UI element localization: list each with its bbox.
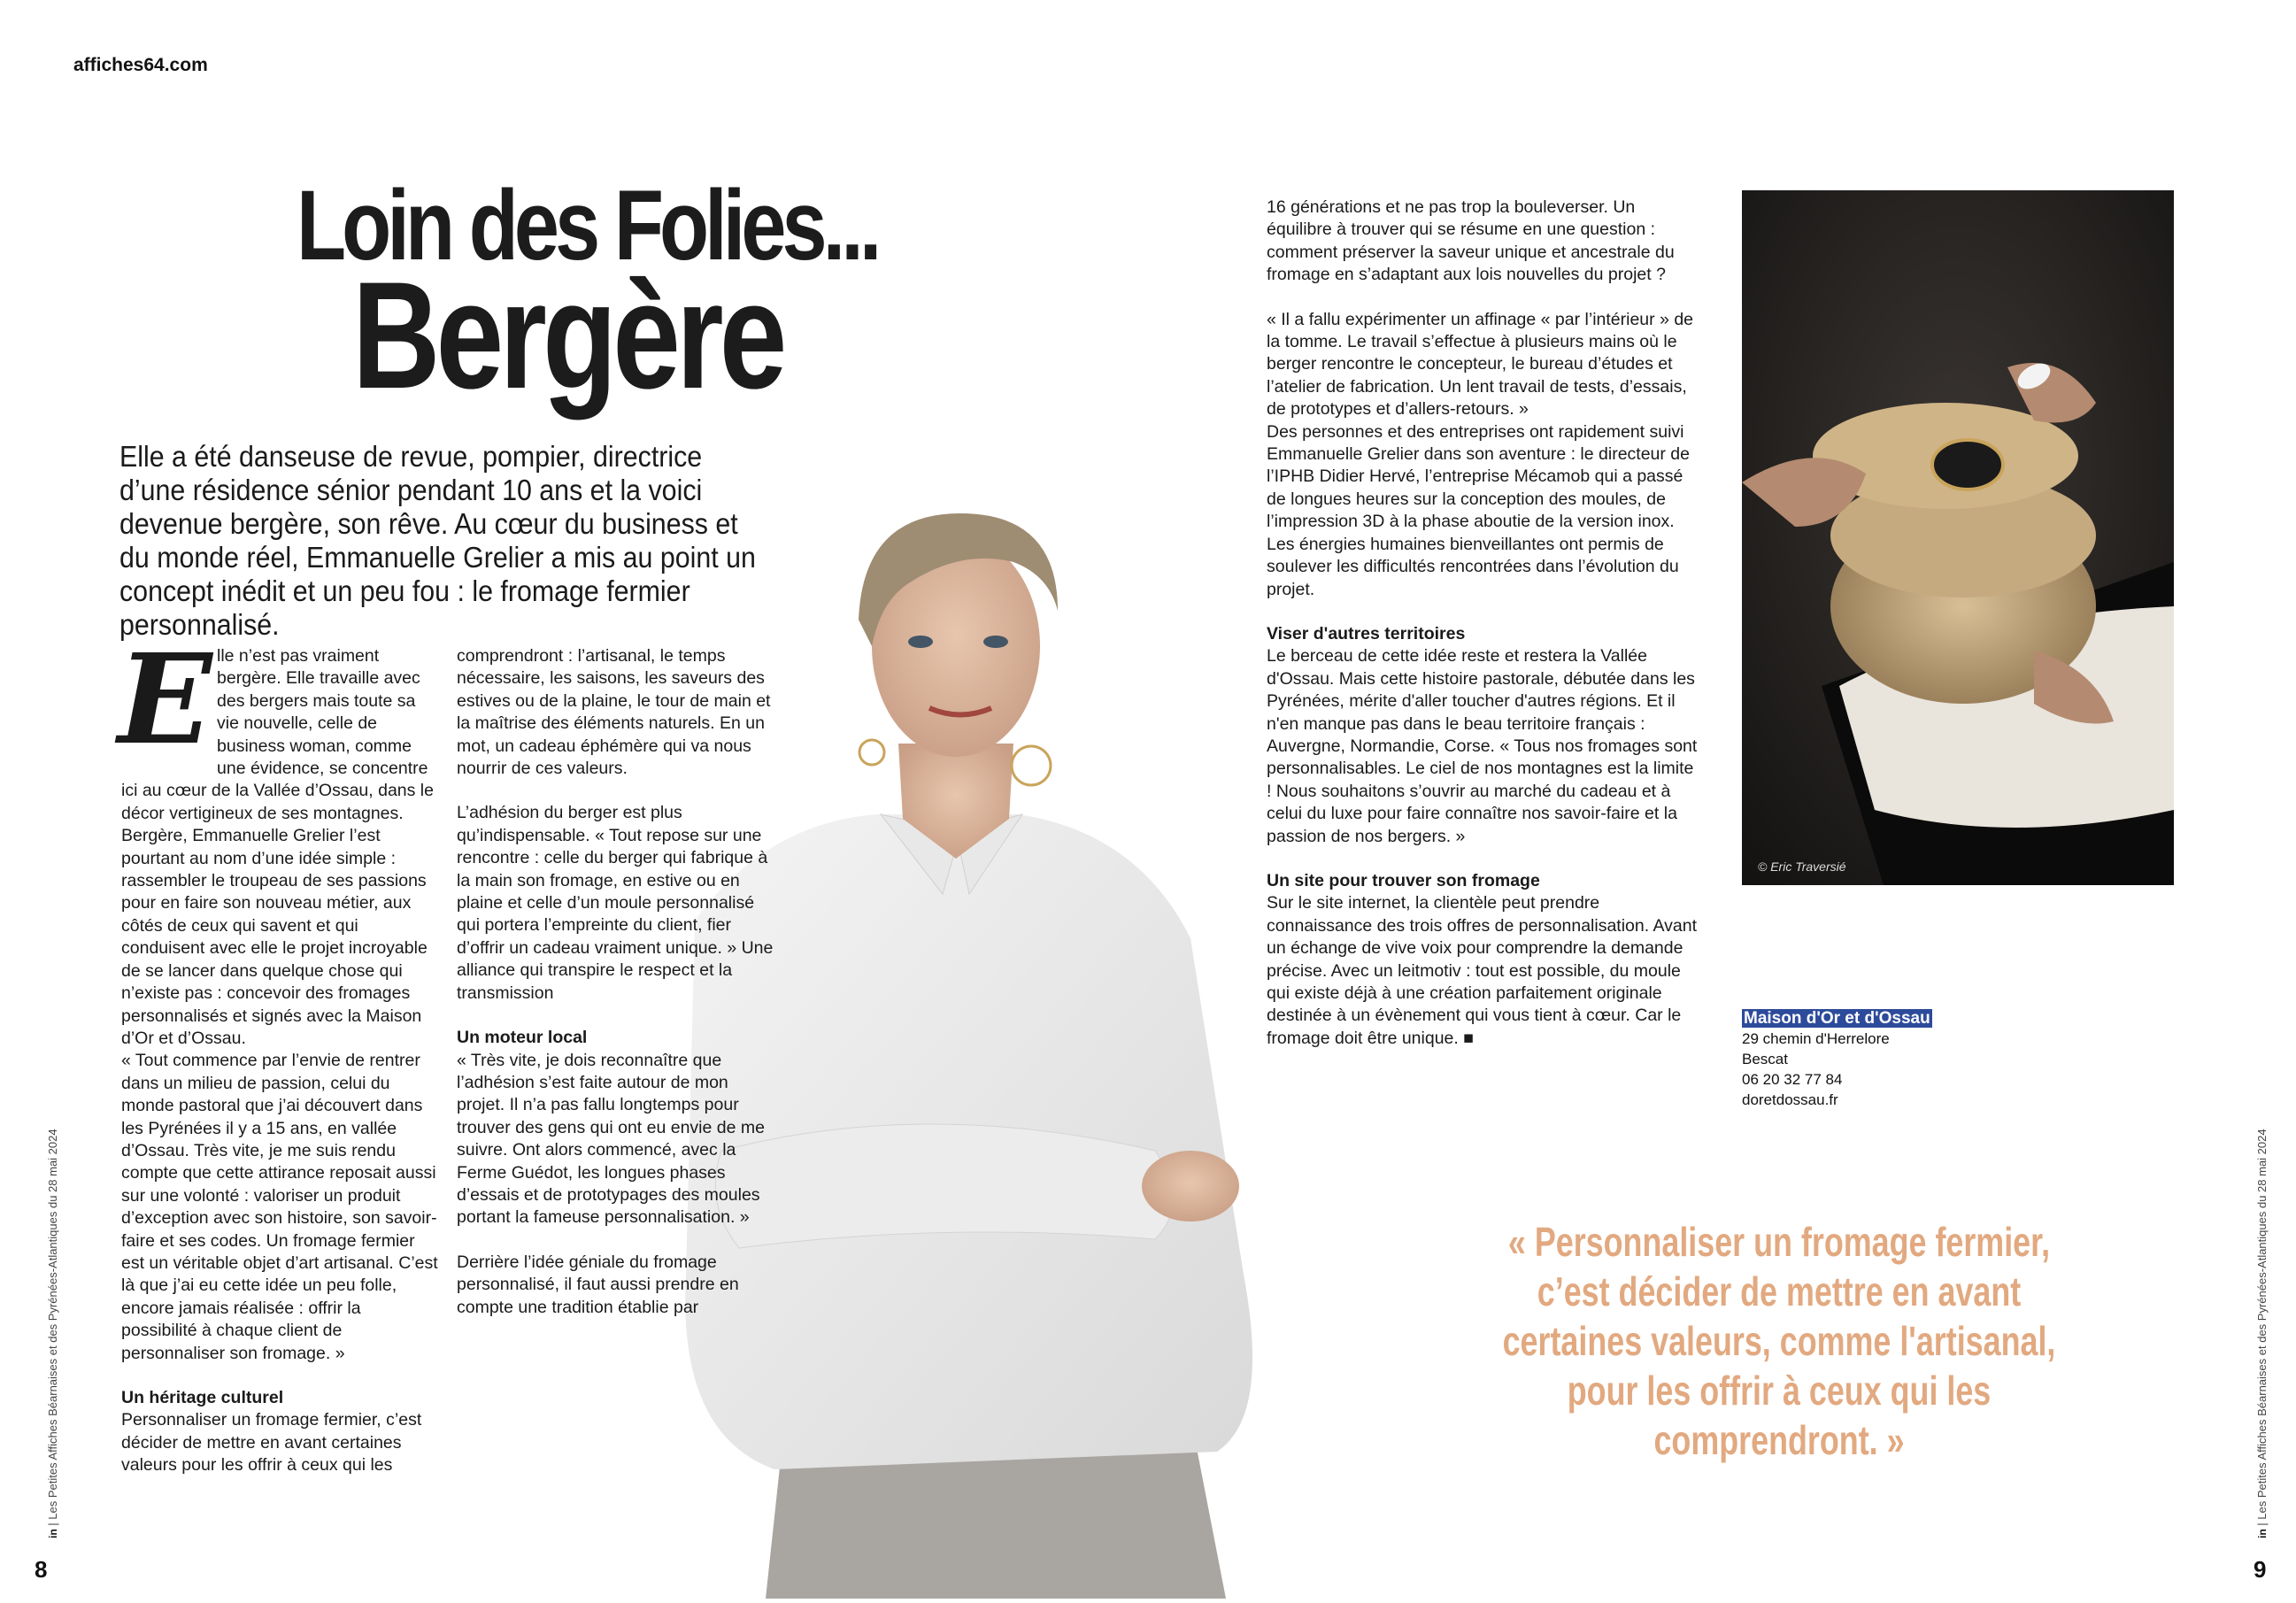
paragraph: Le berceau de cette idée reste et restera la Vallée d'Ossau. Mais cette histoire pastorale, débutée dans les Pyrénées, mérite d'aller toucher d'autres régions. Et il n'en manque pas dans le beau territoire français : Auvergne, Normandie, Corse. « Tous nos fromages sont personnalisables. Le ciel de nos montagnes est la limite ! Nous souhaitons s’ouvrir au marché du cadeau et à celui du luxe pour faire connaître nos savoir-faire et la passion de nos bergers. » xyxy=(1267,646,1698,846)
subheading: Un site pour trouver son fromage xyxy=(1267,870,1540,890)
drop-cap: E xyxy=(118,628,212,773)
paragraph: L’adhésion du berger est plus qu’indispensable. « Tout repose sur une rencontre : celle du berger qui fabrique à la main son fromage, en estive ou en plaine et celle d’un moule personnalisé qui portera l’empreinte du client, fier d’offrir un cadeau vraiment unique. » Une alliance qui transpire le respect et la transmission xyxy=(457,803,774,1003)
subheading: Un moteur local xyxy=(457,1028,588,1048)
page-number-left: 8 xyxy=(35,1556,48,1583)
headline-line-1: Loin des Folies... xyxy=(297,170,878,281)
company-name: Maison d'Or et d'Ossau xyxy=(1744,1009,1930,1028)
lead-paragraph: Elle a été danseuse de revue, pompier, directrice d’une résidence sénior pendant 10 ans et la voici devenue bergère, son rêve. Au cœur du business et du monde réel, Emmanuelle Grelier a mis au point un concept inédit et un peu fou : le fromage fermier personnalisé. xyxy=(119,440,756,641)
subheading: Viser d'autres territoires xyxy=(1267,623,1466,644)
paragraph: lle n’est pas vraiment bergère. Elle travaille avec des bergers mais toute sa vie nouvelle, celle de business woman, comme une évidence, se concentre ici au cœur de la Vallée d’Ossau, dans le décor vertigineux de ses montagnes. Bergère, Emmanuelle Grelier l’est pourtant au nom d’une idée simple : rassembler le troupeau de ses passions pour en faire son nouveau métier, aux côtés de ceux qui savent et qui conduisent avec elle le projet incroyable de se lancer dans quelque chose qui n’existe pas : concevoir des fromages personnalisés et signés avec la Maison d’Or et d’Ossau. xyxy=(121,646,434,1048)
website-link[interactable]: doretdossau.fr xyxy=(1742,1091,1838,1108)
vertical-publication-label-right: in | Les Petites Affiches Béarnaises et des Pyrénées-Atlantiques du 28 mai 2024 xyxy=(2255,1129,2269,1538)
paragraph: Des personnes et des entreprises ont rapidement suivi Emmanuelle Grelier dans son aventure : le directeur de l’IPHB Didier Hervé, l’entreprise Mécamob qui a passé de longues heures sur la conception des moules, de l’impression 3D à la phase aboutie de la version inox. Les énergies humaines bienveillantes ont permis de soulever les difficultés rencontrées dans l’évolution du projet. xyxy=(1267,421,1690,599)
pull-quote: « Personnaliser un fromage fermier, c’est décider de mettre en avant certaines valeurs, comme l'artisanal, pour les offrir à ceux qui les comprendront. » xyxy=(1502,1219,2056,1463)
page-number-right: 9 xyxy=(2254,1556,2267,1583)
paragraph: « Tout commence par l’envie de rentrer dans un milieu de passion, celui du monde pastoral que j’ai découvert dans les Pyrénées il y a 15 ans, en vallée d’Ossau. Très vite, je me suis rendu compte que cette attirance reposait aussi sur une volonté : valoriser un produit d’exception avec son histoire, son savoir-faire et ses codes. Un fromage fermier est un véritable objet d’art artisanal. C’est là que j’ai eu cette idée un peu folle, encore jamais réalisée : offrir la possibilité à chaque client de personnaliser son fromage. » xyxy=(121,1051,438,1363)
photo-credit: © Eric Traversié xyxy=(1758,859,1846,874)
paragraph: « Très vite, je dois reconnaître que l’adhésion s’est faite autour de mon projet. Il n’a pas fallu longtemps pour trouver des gens qui ont eu envie de me suivre. Ont alors commencé, avec la Ferme Guédot, les longues phases d’essais et de prototypages des moules portant la fameuse personnalisation. » xyxy=(457,1050,765,1228)
paragraph: Sur le site internet, la clientèle peut prendre connaissance des trois offres de personnalisation. Avant un échange de vive voix pour comprendre la demande précise. Avec un leitmotiv : tout est possible, du moule qui existe déjà à une création parfaitement originale destinée à un évènement qui vous tient à cœur. Car le fromage doit être unique. ■ xyxy=(1267,893,1698,1048)
in-mark: in xyxy=(47,1529,59,1538)
paragraph: « Il a fallu expérimenter un affinage « par l’intérieur » de la tomme. Le travail s’effectue à plusieurs mains où le berger rencontre le concepteur, le bureau d’études et l’atelier de fabrication. Un lent travail de tests, d’essais, de prototypes et d’allers-retours. » xyxy=(1267,309,1694,420)
city: Bescat xyxy=(1742,1051,1788,1067)
headline-line-2: Bergère xyxy=(352,250,783,420)
paragraph: comprendront : l’artisanal, le temps nécessaire, les saisons, les saveurs des estives ou de la plaine, le tour de main et la maîtrise des éléments naturels. En un mot, un cadeau éphémère qui va nous nourrir de ces valeurs. xyxy=(457,646,771,779)
phone: 06 20 32 77 84 xyxy=(1742,1071,1843,1088)
cheese-photo xyxy=(1742,190,2174,885)
paragraph: 16 générations et ne pas trop la bouleverser. Un équilibre à trouver qui se résume en une question : comment préserver la saveur unique et ancestrale du fromage en s’adaptant aux lois nouvelles du projet ? xyxy=(1267,197,1675,285)
site-url[interactable]: affiches64.com xyxy=(73,55,208,75)
paragraph: Personnaliser un fromage fermier, c’est décider de mettre en avant certaines valeurs pour les offrir à ceux qui les xyxy=(121,1410,422,1476)
article-column-1 xyxy=(118,628,440,1477)
paragraph: Derrière l’idée géniale du fromage personnalisé, il faut aussi prendre en compte une tradition établie par xyxy=(457,1252,739,1317)
article-column-3 xyxy=(1267,197,1700,1050)
article-column-2 xyxy=(457,645,775,1319)
vertical-publication-label-left: in | Les Petites Affiches Béarnaises et des Pyrénées-Atlantiques du 28 mai 2024 xyxy=(46,1129,59,1538)
in-mark: in xyxy=(2256,1529,2269,1538)
subheading: Un héritage culturel xyxy=(121,1388,284,1407)
contact-box xyxy=(1742,1008,1972,1110)
address: 29 chemin d'Herrelore xyxy=(1742,1030,1890,1047)
